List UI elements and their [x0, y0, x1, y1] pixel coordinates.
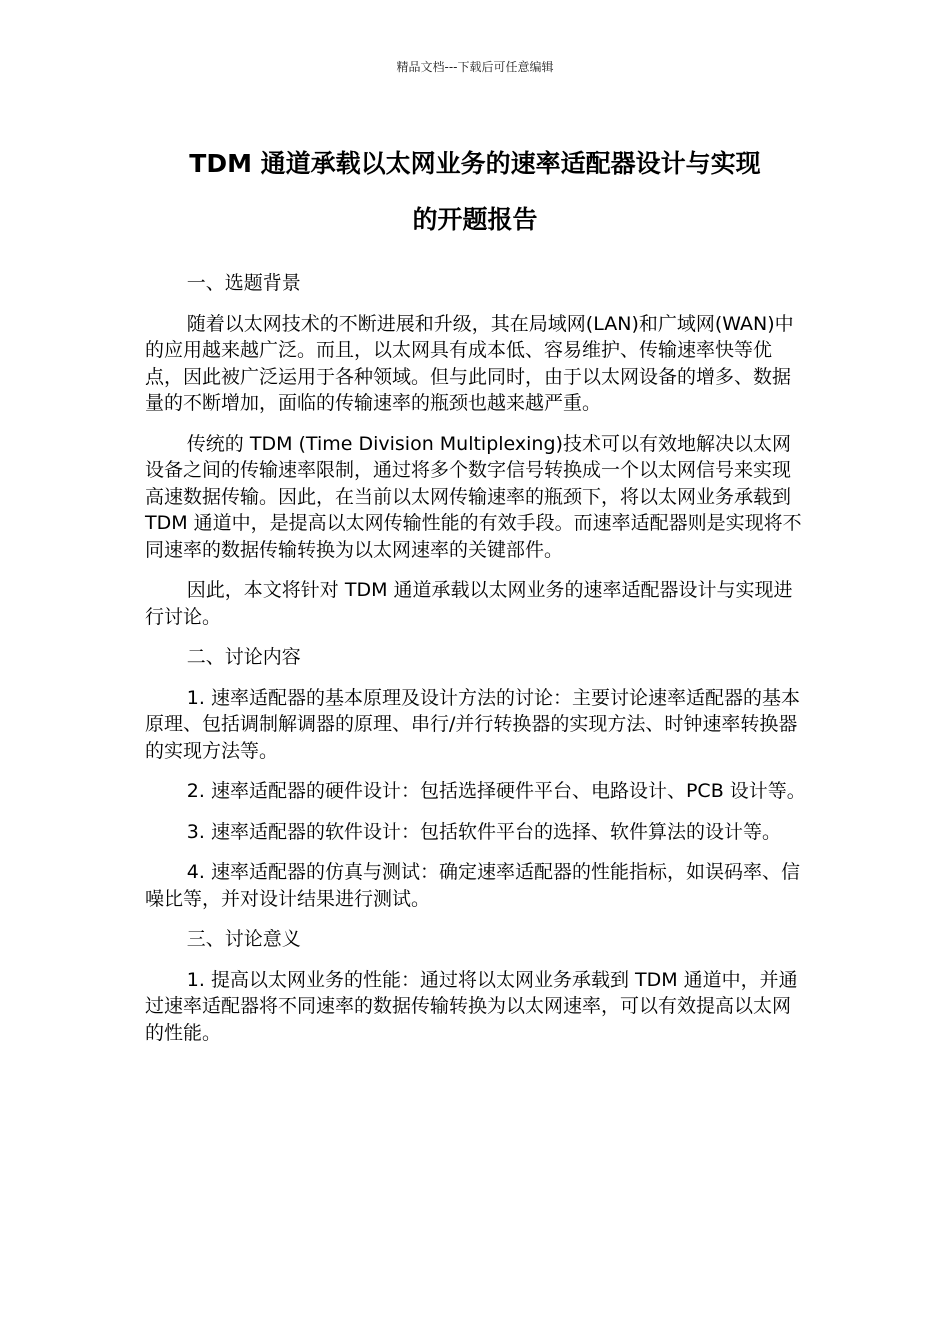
paragraph: 传统的 TDM (Time Division Multiplexing)技术可以有效地解决以太网设备之间的传输速率限制，通过将多个数字信号转换成一个以太网信号来实现高速数据传输。因此，在当前以太网传输速率的瓶颈下，将以太网业务承载到 TDM 通道中，是提高以太网传输性能的有效手段。而速率适配器则是实现将不同速率的数据传输转换为以太网速率的关键部件。 [145, 432, 802, 561]
paragraph: 2. 速率适配器的硬件设计：包括选择硬件平台、电路设计、PCB 设计等。 [186, 780, 806, 802]
title-line-1: TDM 通道承载以太网业务的速率适配器设计与实现 [189, 149, 761, 178]
paragraph: 1. 速率适配器的基本原理及设计方法的讨论：主要讨论速率适配器的基本原理、包括调制解调器的原理、串行/并行转换器的实现方法、时钟速率转换器的实现方法等。 [145, 686, 800, 762]
document-body [145, 270, 807, 1060]
section-heading: 二、讨论内容 [186, 646, 301, 668]
paragraph: 随着以太网技术的不断进展和升级，其在局域网(LAN)和广域网(WAN)中的应用越来越广泛。而且，以太网具有成本低、容易维护、传输速率快等优点，因此被广泛运用于各种领域。但与此同时，由于以太网设备的增多、数据量的不断增加，面临的传输速率的瓶颈也越来越严重。 [145, 312, 794, 414]
paragraph: 4. 速率适配器的仿真与测试：确定速率适配器的性能指标，如误码率、信噪比等，并对设计结果进行测试。 [145, 861, 800, 910]
paragraph: 因此，本文将针对 TDM 通道承载以太网业务的速率适配器设计与实现进行讨论。 [145, 579, 793, 628]
title-line-2: 的开题报告 [412, 205, 538, 234]
document-title [145, 136, 805, 248]
paragraph: 1. 提高以太网业务的性能：通过将以太网业务承载到 TDM 通道中，并通过速率适配器将不同速率的数据传输转换为以太网速率，可以有效提高以太网的性能。 [145, 968, 798, 1044]
page-header-note: 精品文档---下载后可任意编辑 [396, 60, 554, 74]
section-heading: 一、选题背景 [186, 272, 301, 294]
section-heading: 三、讨论意义 [186, 928, 301, 950]
paragraph: 3. 速率适配器的软件设计：包括软件平台的选择、软件算法的设计等。 [186, 820, 781, 843]
